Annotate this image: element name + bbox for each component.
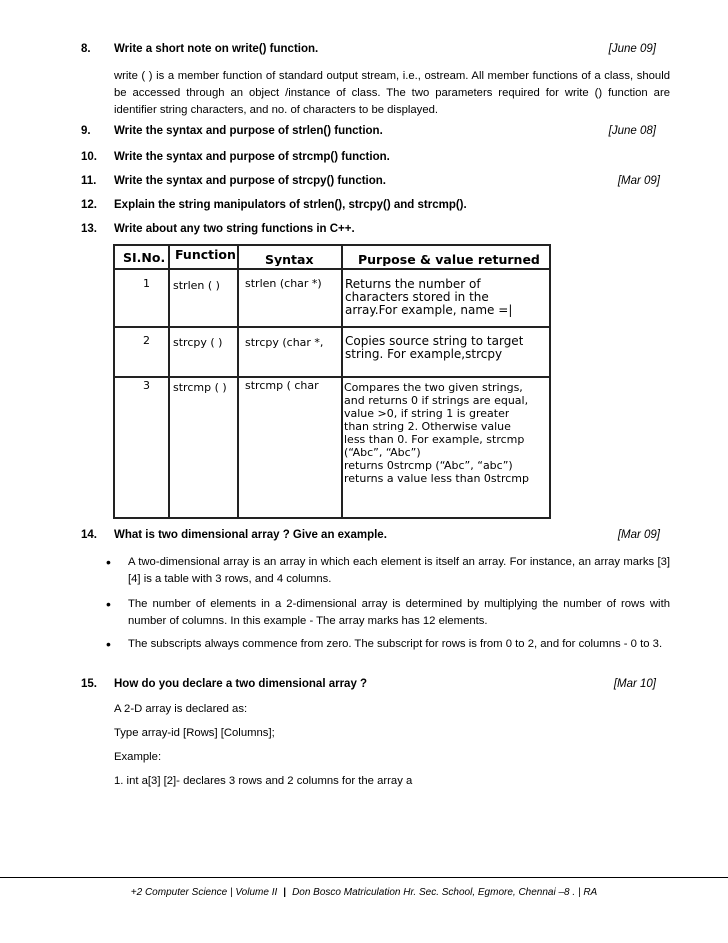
- exam-reference: [Mar 09]: [617, 175, 660, 187]
- question-text: Write the syntax and purpose of strlen() function.: [114, 125, 383, 137]
- question-number: 15.: [81, 678, 97, 690]
- header-purpose: Purpose & value returned: [358, 253, 540, 266]
- row-purpose-line: Copies source string to target: [345, 335, 524, 348]
- question-number: 12.: [81, 199, 97, 211]
- row-function: strlen ( ): [173, 279, 220, 292]
- row-sno: 2: [143, 334, 150, 347]
- question-number: 13.: [81, 223, 97, 235]
- bullet-text: The subscripts always commence from zero. The subscript for rows is from 0 to 2, and for columns - 0 to 3.: [128, 638, 663, 650]
- exam-reference: [June 09]: [608, 43, 656, 55]
- question-number: 11.: [81, 175, 97, 187]
- exam-reference: [Mar 09]: [617, 529, 660, 541]
- row-purpose-line: Returns the number of: [345, 278, 481, 291]
- footer-left: +2 Computer Science | Volume II: [130, 887, 278, 898]
- row-function: strcmp ( ): [173, 381, 227, 394]
- question-number: 14.: [81, 529, 97, 541]
- row-divider: [115, 326, 549, 328]
- answer-line: 1. int a[3] [2]- declares 3 rows and 2 columns for the array a: [114, 775, 413, 787]
- question-text: Write the syntax and purpose of strcmp() function.: [114, 151, 390, 163]
- row-purpose-line: Compares the two given strings,: [344, 381, 523, 394]
- bullet-item: [106, 636, 670, 653]
- row-syntax: strlen (char *): [245, 277, 322, 290]
- row-purpose-line: value >0, if string 1 is greater: [344, 407, 510, 420]
- bullet-icon: •: [106, 554, 111, 570]
- column-divider: [237, 246, 239, 517]
- question-number: 9.: [81, 125, 91, 137]
- bullet-text: The number of elements in a 2-dimensional array is determined by multiplying the number of rows with number of columns. In this example - The array marks has 12 elements.: [128, 598, 670, 627]
- question-text: Write about any two string functions in C++.: [114, 223, 355, 235]
- row-syntax: strcpy (char *,: [245, 336, 324, 349]
- row-purpose-line: string. For example,strcpy: [345, 348, 503, 361]
- row-divider: [115, 268, 549, 270]
- header-sno: SI.No.: [123, 251, 166, 264]
- header-function: Function: [175, 248, 236, 261]
- answer-line: A 2-D array is declared as:: [114, 703, 248, 715]
- column-divider: [168, 246, 170, 517]
- row-purpose-line: less than 0. For example, strcmp: [344, 433, 525, 446]
- footer-rule: [0, 877, 728, 878]
- row-purpose-line: returns a value less than 0strcmp: [344, 472, 529, 485]
- row-purpose-line: array.For example, name =|: [345, 304, 513, 317]
- question-text: Write a short note on write() function.: [114, 43, 319, 55]
- string-functions-table: [113, 244, 551, 519]
- row-syntax: strcmp ( char: [245, 379, 319, 392]
- footer-separator: |: [283, 887, 287, 898]
- row-purpose-line: characters stored in the: [345, 291, 489, 304]
- exam-reference: [June 08]: [608, 125, 656, 137]
- answer-paragraph: write ( ) is a member function of standard output stream, i.e., ostream. All member functions of a class, should be accessed through an object /instance of class. The two parameters required for write () function are identifier string characters, and no. of characters to be displayed.: [114, 70, 670, 116]
- bullet-icon: •: [106, 636, 111, 652]
- row-function: strcpy ( ): [173, 336, 223, 349]
- question-text: How do you declare a two dimensional array ?: [114, 678, 368, 690]
- row-purpose-line: (“Abc”, “Abc”): [344, 446, 421, 459]
- row-purpose-line: and returns 0 if strings are equal,: [344, 394, 529, 407]
- row-purpose-line: than string 2. Otherwise value: [344, 420, 511, 433]
- bullet-item: [106, 554, 670, 588]
- exam-reference: [Mar 10]: [613, 678, 656, 690]
- column-divider: [341, 246, 343, 517]
- answer-line: Example:: [114, 751, 162, 763]
- question-number: 8.: [81, 43, 91, 55]
- page-footer: [0, 887, 728, 898]
- question-text: Write the syntax and purpose of strcpy() function.: [114, 175, 386, 187]
- row-purpose-line: returns 0strcmp (“Abc”, “abc”): [344, 459, 513, 472]
- question-text: What is two dimensional array ? Give an example.: [114, 529, 387, 541]
- row-sno: 3: [143, 379, 150, 392]
- bullet-item: [106, 596, 670, 630]
- footer-right: Don Bosco Matriculation Hr. Sec. School, Egmore, Chennai –8 . | RA: [292, 887, 598, 898]
- question-number: 10.: [81, 151, 97, 163]
- header-syntax: Syntax: [265, 253, 314, 266]
- bullet-text: A two-dimensional array is an array in which each element is itself an array. For instance, an array marks [3] [4] is a table with 3 rows, and 4 columns.: [128, 556, 670, 585]
- row-divider: [115, 376, 549, 378]
- question-text: Explain the string manipulators of strlen(), strcpy() and strcmp().: [114, 199, 467, 211]
- bullet-icon: •: [106, 596, 111, 612]
- row-sno: 1: [143, 277, 150, 290]
- answer-line: Type array-id [Rows] [Columns];: [114, 727, 275, 739]
